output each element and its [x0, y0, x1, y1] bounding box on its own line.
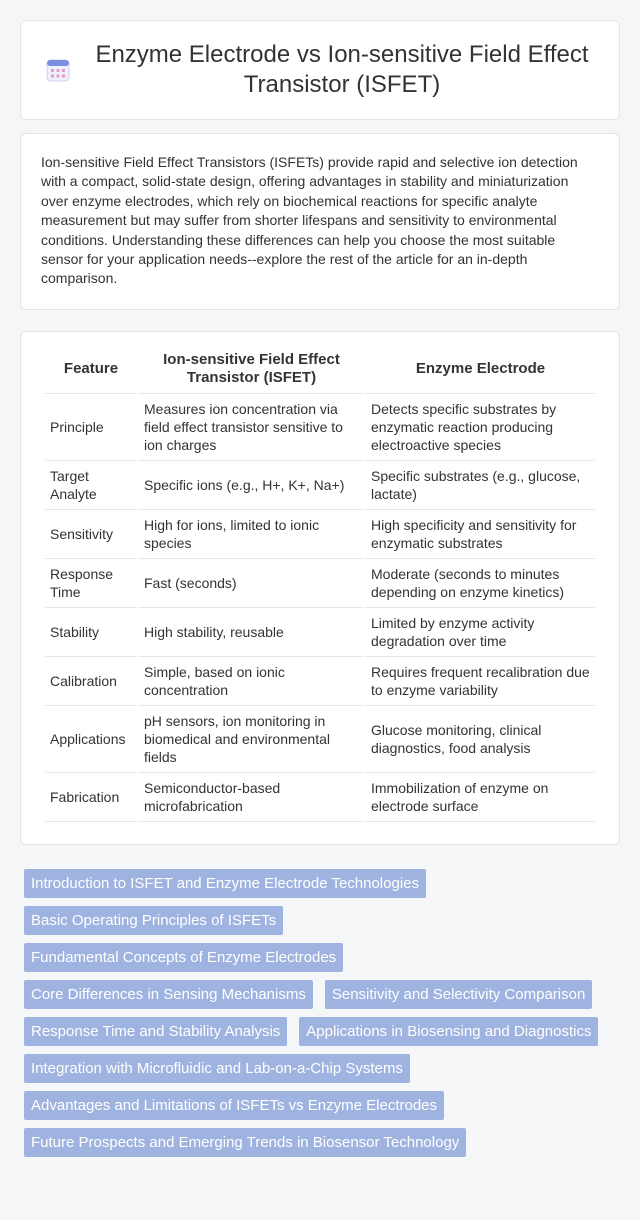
row-isfet: pH sensors, ion monitoring in biomedical and environmental fields — [139, 706, 364, 773]
topic-link[interactable]: Basic Operating Principles of ISFETs — [24, 906, 283, 935]
table-header-row — [45, 347, 595, 394]
row-enzyme: High specificity and sensitivity for enzymatic substrates — [366, 510, 595, 559]
comparison-table — [43, 347, 597, 822]
row-enzyme: Glucose monitoring, clinical diagnostics, food analysis — [366, 706, 595, 773]
row-feature: Applications — [45, 706, 137, 773]
header-feature: Feature — [45, 347, 137, 394]
table-row — [45, 461, 595, 510]
topic-link[interactable]: Response Time and Stability Analysis — [24, 1017, 287, 1046]
row-feature: Calibration — [45, 657, 137, 706]
row-enzyme: Detects specific substrates by enzymatic reaction producing electroactive species — [366, 394, 595, 461]
table-row — [45, 706, 595, 773]
header-enzyme-electrode: Enzyme Electrode — [366, 347, 595, 394]
table-row — [45, 510, 595, 559]
intro-text: Ion-sensitive Field Effect Transistors (ISFETs) provide rapid and selective ion detection with a compact, solid-state design, offering advantages in stability and miniaturization over enzyme electrodes, which rely on biochemical reactions for specific analyte measurement but may suffer from shorter lifespans and sensitivity to environmental conditions. Understanding these differences can help you choose the most suitable sensor for your application needs--explore the rest of the article for an in-depth comparison. — [41, 154, 578, 287]
row-isfet: Semiconductor-based microfabrication — [139, 773, 364, 822]
topic-link[interactable]: Fundamental Concepts of Enzyme Electrodes — [24, 943, 343, 972]
topic-links — [20, 869, 620, 1165]
row-feature: Principle — [45, 394, 137, 461]
topic-link[interactable]: Advantages and Limitations of ISFETs vs Enzyme Electrodes — [24, 1091, 444, 1120]
row-enzyme: Limited by enzyme activity degradation over time — [366, 608, 595, 657]
topic-link[interactable]: Introduction to ISFET and Enzyme Electrode Technologies — [24, 869, 426, 898]
row-feature: Sensitivity — [45, 510, 137, 559]
header-isfet: Ion-sensitive Field Effect Transistor (ISFET) — [139, 347, 364, 394]
topic-link[interactable]: Applications in Biosensing and Diagnostics — [299, 1017, 598, 1046]
topic-link[interactable]: Future Prospects and Emerging Trends in Biosensor Technology — [24, 1128, 466, 1157]
row-feature: Fabrication — [45, 773, 137, 822]
row-isfet: Fast (seconds) — [139, 559, 364, 608]
calendar-icon — [45, 57, 71, 83]
topic-link[interactable]: Core Differences in Sensing Mechanisms — [24, 980, 313, 1009]
row-enzyme: Immobilization of enzyme on electrode surface — [366, 773, 595, 822]
table-row — [45, 608, 595, 657]
row-enzyme: Moderate (seconds to minutes depending on enzyme kinetics) — [366, 559, 595, 608]
row-isfet: High stability, reusable — [139, 608, 364, 657]
table-row — [45, 394, 595, 461]
row-enzyme: Requires frequent recalibration due to enzyme variability — [366, 657, 595, 706]
row-feature: Target Analyte — [45, 461, 137, 510]
row-isfet: High for ions, limited to ionic species — [139, 510, 364, 559]
comparison-card — [20, 331, 620, 845]
row-feature: Stability — [45, 608, 137, 657]
row-enzyme: Specific substrates (e.g., glucose, lactate) — [366, 461, 595, 510]
topic-link[interactable]: Sensitivity and Selectivity Comparison — [325, 980, 592, 1009]
table-row — [45, 657, 595, 706]
row-feature: Response Time — [45, 559, 137, 608]
row-isfet: Measures ion concentration via field effect transistor sensitive to ion charges — [139, 394, 364, 461]
table-row — [45, 559, 595, 608]
row-isfet: Specific ions (e.g., H+, K+, Na+) — [139, 461, 364, 510]
title-card — [20, 20, 620, 120]
topic-link[interactable]: Integration with Microfluidic and Lab-on-a-Chip Systems — [24, 1054, 410, 1083]
row-isfet: Simple, based on ionic concentration — [139, 657, 364, 706]
page-title: Enzyme Electrode vs Ion-sensitive Field Effect Transistor (ISFET) — [95, 41, 589, 98]
table-row — [45, 773, 595, 822]
intro-card — [20, 133, 620, 310]
